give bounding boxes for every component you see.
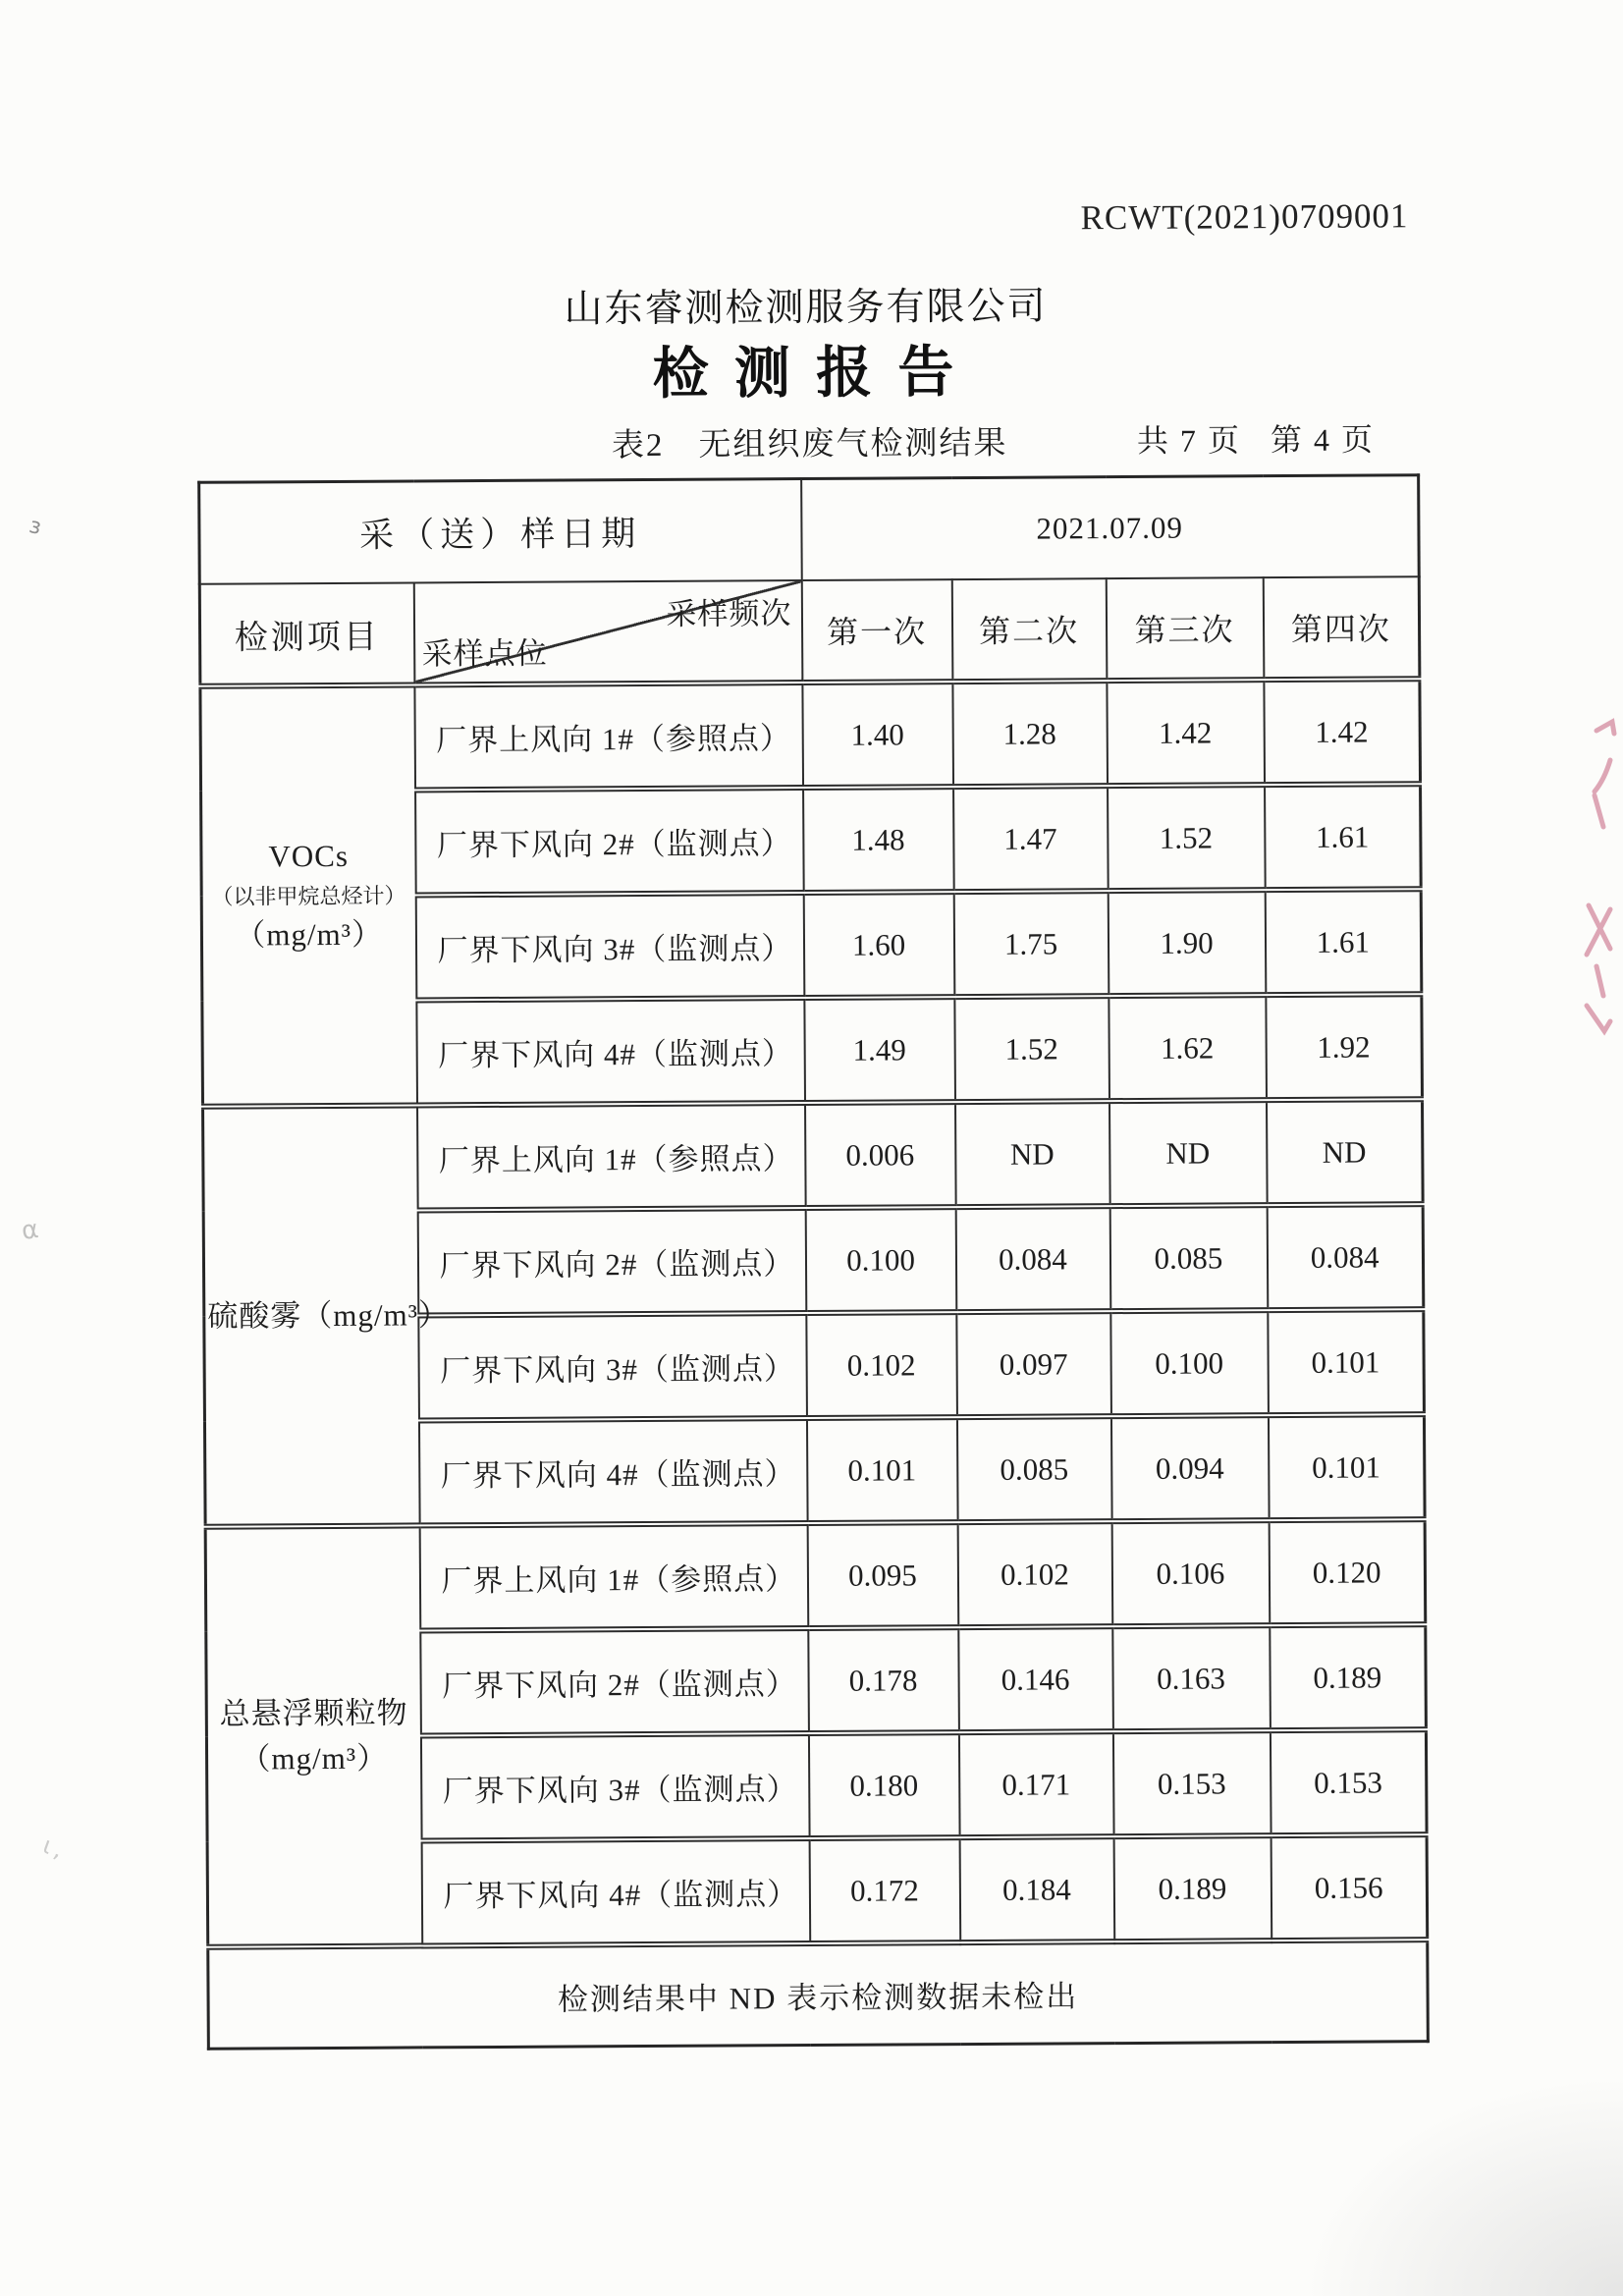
result-value-cell: 0.095 bbox=[807, 1522, 958, 1628]
header-row bbox=[199, 576, 1420, 686]
result-value-cell: 0.146 bbox=[958, 1626, 1113, 1732]
result-value-cell: 0.120 bbox=[1269, 1519, 1426, 1625]
column-header-item: 检测项目 bbox=[199, 582, 414, 685]
result-value-cell: 1.28 bbox=[952, 681, 1108, 787]
test-item-line: VOCs bbox=[268, 838, 350, 874]
result-value-cell: 0.084 bbox=[955, 1206, 1110, 1312]
result-value-cell: 0.006 bbox=[805, 1102, 956, 1208]
page-current: 第 4 页 bbox=[1270, 421, 1375, 459]
result-value-cell: 0.184 bbox=[959, 1836, 1114, 1942]
scan-smudge: ɜ bbox=[27, 513, 44, 541]
result-value-cell: 0.085 bbox=[956, 1416, 1111, 1522]
result-value-cell: 1.92 bbox=[1266, 994, 1423, 1100]
result-value-cell: 1.62 bbox=[1109, 995, 1267, 1101]
result-value-cell: 0.094 bbox=[1110, 1415, 1269, 1521]
result-value-cell: 1.61 bbox=[1265, 784, 1422, 890]
result-value-cell: 1.60 bbox=[803, 892, 954, 998]
column-header-run-1: 第一次 bbox=[801, 579, 952, 683]
table-caption: 表2 无组织废气检测结果 bbox=[611, 425, 1008, 465]
result-value-cell: ND bbox=[955, 1101, 1110, 1207]
sample-date-row bbox=[199, 475, 1420, 584]
result-value-cell: 0.084 bbox=[1267, 1204, 1424, 1310]
test-item-line: 总悬浮颗粒物 bbox=[219, 1695, 408, 1731]
scan-smudge: ι, bbox=[38, 1831, 71, 1866]
result-value-cell: 1.75 bbox=[953, 891, 1109, 997]
sample-date-label: 采（送）样日期 bbox=[199, 479, 802, 584]
test-item-cell bbox=[205, 1525, 422, 1946]
result-row bbox=[203, 1099, 1424, 1212]
sampling-point-cell: 厂界下风向 3#（监测点） bbox=[418, 1313, 807, 1420]
report-number: RCWT(2021)0709001 bbox=[1080, 196, 1409, 238]
result-value-cell: 0.180 bbox=[808, 1732, 959, 1838]
corner-shade bbox=[1309, 2080, 1623, 2296]
sampling-point-cell: 厂界下风向 4#（监测点） bbox=[418, 1418, 807, 1525]
test-item-line: 硫酸雾（mg/m³） bbox=[207, 1297, 451, 1334]
sampling-point-cell: 厂界下风向 2#（监测点） bbox=[417, 1208, 806, 1315]
sampling-point-cell: 厂界下风向 2#（监测点） bbox=[415, 788, 804, 895]
sampling-point-cell: 厂界上风向 1#（参照点） bbox=[419, 1523, 808, 1630]
result-value-cell: 0.097 bbox=[956, 1311, 1111, 1417]
result-value-cell: 0.189 bbox=[1113, 1835, 1271, 1941]
diagonal-header-frequency: 采样频次 bbox=[666, 596, 792, 631]
test-item-cell bbox=[200, 684, 417, 1106]
company-name: 山东睿测检测服务有限公司 bbox=[564, 285, 1048, 331]
result-value-cell: 0.153 bbox=[1270, 1729, 1427, 1835]
results-table-body bbox=[199, 475, 1429, 2050]
result-value-cell: 0.189 bbox=[1270, 1624, 1427, 1730]
footnote-row bbox=[208, 1940, 1429, 2049]
result-value-cell: 0.100 bbox=[1110, 1310, 1269, 1416]
result-value-cell: ND bbox=[1109, 1100, 1268, 1206]
scan-smudge: α bbox=[19, 1214, 41, 1247]
sampling-point-cell: 厂界下风向 4#（监测点） bbox=[416, 998, 805, 1105]
result-value-cell: 0.102 bbox=[957, 1521, 1112, 1627]
sampling-point-cell: 厂界下风向 4#（监测点） bbox=[421, 1838, 810, 1945]
result-value-cell: 0.085 bbox=[1109, 1205, 1268, 1311]
result-value-cell: 0.101 bbox=[1268, 1414, 1425, 1520]
pagination bbox=[1137, 414, 1375, 461]
result-value-cell: 1.61 bbox=[1265, 889, 1422, 995]
column-header-run-4: 第四次 bbox=[1263, 576, 1420, 680]
result-value-cell: 0.100 bbox=[805, 1207, 956, 1313]
column-header-run-3: 第三次 bbox=[1106, 577, 1264, 681]
result-value-cell: 0.171 bbox=[958, 1731, 1113, 1837]
sampling-point-cell: 厂界下风向 3#（监测点） bbox=[420, 1733, 809, 1840]
sampling-point-cell: 厂界上风向 1#（参照点） bbox=[417, 1103, 806, 1210]
result-value-cell: 0.172 bbox=[809, 1837, 960, 1943]
sampling-point-cell: 厂界下风向 2#（监测点） bbox=[420, 1628, 809, 1735]
result-value-cell: 1.49 bbox=[804, 997, 955, 1103]
sampling-point-cell: 厂界上风向 1#（参照点） bbox=[414, 683, 803, 790]
test-item-line: （mg/m³） bbox=[235, 916, 384, 953]
result-value-cell: 1.47 bbox=[953, 786, 1109, 892]
result-value-cell: 0.101 bbox=[1268, 1309, 1425, 1415]
result-value-cell: 0.163 bbox=[1112, 1625, 1271, 1731]
result-value-cell: 1.42 bbox=[1264, 679, 1421, 785]
test-item-line: （以非甲烷总烃计） bbox=[211, 883, 406, 909]
test-item-cell bbox=[203, 1105, 451, 1526]
footnote: 检测结果中 ND 表示检测数据未检出 bbox=[208, 1940, 1429, 2049]
results-table bbox=[197, 473, 1430, 2050]
page-total: 共 7 页 bbox=[1136, 422, 1242, 459]
diagonal-header-point: 采样点位 bbox=[421, 635, 548, 672]
test-item-line: （mg/m³） bbox=[240, 1740, 389, 1777]
result-value-cell: 1.90 bbox=[1108, 890, 1266, 996]
diagonal-header-cell bbox=[413, 580, 802, 684]
sampling-point-cell: 厂界下风向 3#（监测点） bbox=[415, 893, 804, 1000]
result-value-cell: 0.101 bbox=[806, 1417, 957, 1523]
result-row bbox=[205, 1519, 1426, 1632]
result-value-cell: 0.156 bbox=[1271, 1834, 1428, 1941]
result-value-cell: 0.153 bbox=[1112, 1730, 1271, 1836]
sample-date-value: 2021.07.09 bbox=[801, 475, 1420, 580]
result-value-cell: 1.40 bbox=[802, 682, 953, 788]
column-header-run-2: 第二次 bbox=[951, 578, 1107, 682]
result-value-cell: 1.52 bbox=[954, 996, 1109, 1102]
result-value-cell: 1.48 bbox=[803, 787, 954, 893]
result-row bbox=[200, 679, 1421, 792]
page-title: 检 测 报 告 bbox=[652, 342, 960, 406]
result-value-cell: 0.178 bbox=[808, 1627, 959, 1733]
result-value-cell: 1.42 bbox=[1107, 680, 1265, 786]
result-value-cell: 0.102 bbox=[806, 1312, 957, 1418]
result-value-cell: 0.106 bbox=[1111, 1520, 1270, 1626]
red-ink-marks bbox=[1567, 699, 1623, 1053]
result-value-cell: ND bbox=[1267, 1099, 1424, 1205]
result-value-cell: 1.52 bbox=[1108, 785, 1266, 891]
